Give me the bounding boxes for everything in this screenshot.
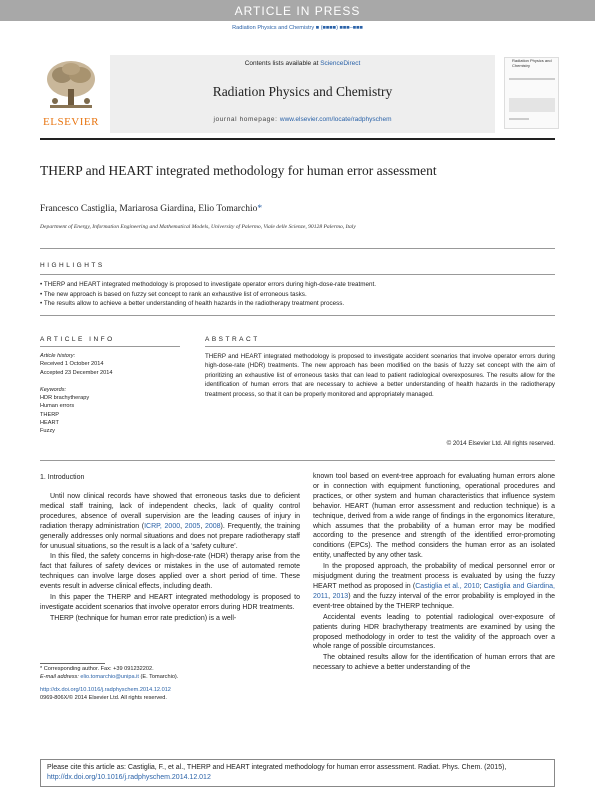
publisher-logo-text: ELSEVIER	[43, 116, 99, 128]
journal-homepage	[110, 116, 495, 123]
citation-link[interactable]: Castiglia and Giardina, 2011	[313, 582, 556, 600]
paragraph-text: ). Frequently, the training generally addresses only normal situations and does not prepare radiotherapy staff for unusual situations, so the result is a lack of a ‘safety culture’.	[40, 522, 300, 550]
email-line	[40, 673, 300, 681]
citation-link[interactable]: Castiglia et al., 2010	[415, 582, 480, 590]
keyword: Human errors	[40, 403, 75, 410]
citation-link[interactable]: 2005	[184, 522, 201, 530]
article-in-press-banner: ARTICLE IN PRESS	[0, 0, 595, 21]
article-info	[40, 352, 180, 436]
footnote-rule	[40, 663, 105, 664]
author-affiliation: Department of Energy, Information Engineering and Mathematical Models, University of Palermo, Viale delle Scienze, 90128 Palermo, Italy	[40, 224, 356, 230]
paragraph	[313, 562, 555, 612]
author-list	[40, 204, 262, 214]
contents-line	[110, 60, 495, 67]
issn-line: 0969-806X/© 2014 Elsevier Ltd. All rights reserved.	[40, 695, 167, 702]
citation-text: Please cite this article as: Castiglia, F., et al., THERP and HEART integrated methodology for human error assessment. Radiat. Phys. Chem. (2015),	[47, 764, 507, 771]
accepted-date: Accepted 23 December 2014	[40, 369, 113, 376]
citation-link[interactable]: 2013	[332, 592, 349, 600]
highlight-item: • THERP and HEART integrated methodology is proposed to investigate operator errors during high-dose-rate treatment.	[40, 281, 377, 288]
footnotes	[40, 665, 300, 703]
corresponding-author-note: * Corresponding author. Fax: +39 091232202.	[40, 666, 154, 672]
highlight-item: • The new approach is based on fuzzy set concept to rank an exhaustive list of erroneous tasks.	[40, 290, 307, 298]
highlights-divider-top	[40, 248, 555, 249]
received-date: Received 1 October 2014	[40, 361, 104, 368]
paragraph-text: Until now clinical records have showed that erroneous tasks due to deficient medical staff training, lack of independent checks, lack of quality control procedures, absence of overall supervision are the leading causes of injury in radiation therapy administration (	[40, 493, 300, 530]
highlights-list	[40, 280, 555, 309]
paragraph-text: ) and the fuzzy interval of the error probability is employed in the event-tree obtained by the THERP technique.	[313, 592, 556, 610]
paragraph	[40, 492, 300, 551]
keywords-label: Keywords:	[40, 386, 67, 393]
highlight-item: • The results allow to achieve a better understanding of health hazards in the radiotherapy treatment process.	[40, 300, 345, 307]
article-info-divider	[40, 346, 180, 347]
paragraph-text: ,	[180, 522, 185, 530]
cover-title: Radiation Physics and Chemistry	[512, 58, 552, 68]
email-link[interactable]: elio.tomarchio@unipa.it	[80, 674, 139, 681]
tree-logo-icon	[40, 57, 102, 113]
citation-box	[40, 759, 555, 787]
keyword: THERP	[40, 411, 59, 418]
cover-image-icon	[505, 58, 560, 130]
paragraph-text: ,	[328, 592, 333, 600]
paragraph-text: ;	[479, 582, 484, 590]
citation-link[interactable]: 2008	[204, 522, 221, 530]
abstract-text: THERP and HEART integrated methodology is proposed to investigate accident scenarios that involve operator errors during high-dose-rate (HDR) treatments. The new approach has been modified on the basis of fuzzy set concept with the aim of prioritizing an exhaustive list of erroneous tasks that can lead to patient radiological overexposures. The results allow for the identification of human errors that are necessary to achieve a better understanding of health hazards in the radiotherapy treatment process, so that it can be properly monitored and appropriately managed.	[205, 353, 555, 398]
paragraph: In this filed, the safety concerns in high-dose-rate (HDR) therapy arise from the fact that failures of safety devices or mistakes in the use of automated remote techniques can involve large doses applied over a short period of time. These events result in adverse clinical effects, including death.	[40, 553, 300, 591]
keyword: HDR brachytherapy	[40, 395, 90, 402]
keyword: Fuzzy	[40, 428, 55, 435]
corresponding-author-mark[interactable]: *	[257, 204, 263, 214]
contents-prefix: Contents lists available at	[244, 60, 321, 67]
journal-reference[interactable]: Radiation Physics and Chemistry ■ (■■■■) ■■■–■■■	[232, 25, 363, 31]
authors-text: Francesco Castiglia, Mariarosa Giardina, Elio Tomarchio	[40, 204, 258, 214]
section-heading-introduction: 1. Introduction	[40, 474, 85, 481]
highlights-divider-bottom	[40, 315, 555, 316]
paragraph: known tool based on event-tree approach for evaluating human errors alone or in connection with equipment functioning, operational procedures and practices, or other system and human characteristics that influence system behavior. HEART (human error assessment and reduction technique) is a technique, derived from a wide range of findings in the ergonomics literature, which assumes that the probability of a human error may be modified according to the presence and strength of the identified error-promoting conditions (EPCs). The method considers the human error as an isolated entity, unaffected by any other task.	[313, 473, 555, 560]
keyword: HEART	[40, 420, 59, 427]
homepage-label: journal homepage:	[213, 116, 280, 123]
journal-title[interactable]: Radiation Physics and Chemistry	[212, 84, 393, 99]
highlights-heading: HIGHLIGHTS	[40, 262, 105, 269]
abstract-copyright: © 2014 Elsevier Ltd. All rights reserved.	[446, 440, 555, 447]
paragraph: The obtained results allow for the identification of human errors that are necessary to achieve a better understanding of the	[313, 654, 555, 672]
sciencedirect-link[interactable]: ScienceDirect	[320, 60, 361, 67]
body-column-right	[313, 472, 555, 674]
history-label: Article history:	[40, 353, 76, 359]
abstract-heading: ABSTRACT	[205, 336, 260, 343]
citation-link[interactable]: ICRP, 2000	[144, 522, 181, 530]
paragraph-text: ,	[200, 522, 205, 530]
email-label: E-mail address:	[40, 674, 81, 681]
paragraph-text: In the proposed approach, the probability of medical personnel error or misjudgment during the treatment process is evaluated by using the fuzzy HEART method as proposed in (	[313, 563, 555, 590]
header-divider	[40, 138, 555, 140]
body-column-left	[40, 492, 300, 625]
citation-doi-link[interactable]: http://dx.doi.org/10.1016/j.radphyschem.2014.12.012	[47, 774, 211, 781]
info-spacer	[40, 377, 180, 386]
paragraph: THERP (technique for human error rate prediction) is a well-	[50, 614, 237, 622]
abstract-divider	[205, 346, 555, 347]
doi-link[interactable]: http://dx.doi.org/10.1016/j.radphyschem.2014.12.012	[40, 686, 171, 693]
highlights-divider-inner	[40, 274, 555, 275]
paragraph: Accidental events leading to potential radiological over-exposure of patients during HDR brachytherapy treatments are examined by using the proposed methodology in order to test the validity of the approach over a whole range of possible circumstances.	[313, 613, 555, 651]
email-suffix: (E. Tomarchio).	[138, 674, 179, 681]
article-title: THERP and HEART integrated methodology for human error assessment	[40, 163, 437, 178]
article-info-heading: ARTICLE INFO	[40, 336, 115, 343]
paragraph: In this paper the THERP and HEART integrated methodology is proposed to investigate accident scenarios that involve operator errors during HDR treatments.	[40, 594, 300, 611]
abstract-divider-bottom	[40, 460, 555, 461]
homepage-link[interactable]: www.elsevier.com/locate/radphyschem	[279, 116, 392, 123]
